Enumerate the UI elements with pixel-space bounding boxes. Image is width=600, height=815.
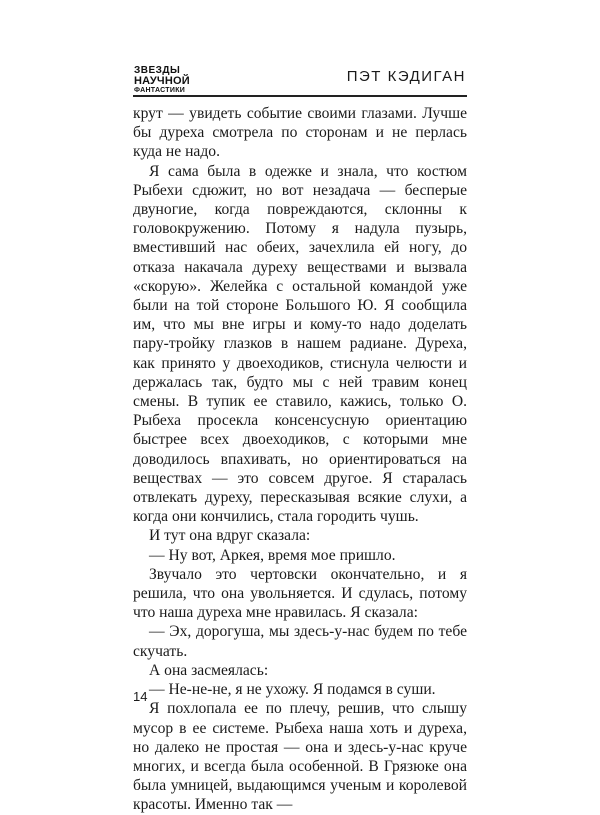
logo-line-2: НАУЧНОЙ bbox=[134, 75, 190, 87]
running-header-author: ПЭТ КЭДИГАН bbox=[346, 68, 466, 85]
header-rule bbox=[133, 95, 467, 97]
body-text bbox=[133, 104, 467, 815]
dialogue-line: — Ну вот, Аркея, время мое пришло. bbox=[149, 546, 396, 564]
dialogue-line: — Не-не-не, я не ухожу. Я подамся в суши. bbox=[149, 681, 436, 699]
paragraph: Звучало это чертовски окончательно, и я решила, что она увольняется. И сдулась, потому что наша дуреха мне нравилась. Я сказала: bbox=[133, 565, 467, 622]
paragraph: Я похлопала ее по плечу, решив, что слышу мусор в ее системе. Рыбеха наша хоть и дуреха, но далеко не простая — она и здесь-у-нас круче многих, и всегда была особенной. В Грязюке она была умницей, выдающимся ученым и королевой красоты. Именно так — bbox=[133, 700, 467, 814]
paragraph: Я сама была в одежке и знала, что костюм Рыбехи сдюжит, но вот незадача — бесперые двуногие, когда повреждаются, склонны к головокружению. Потому я надула пузырь, вместивший нас обеих, зачехлила ей ногу, до отказа накачала дуреху веществами и вызвала «скорую». Желейка с остальной командой уже были на той стороне Большого Ю. Я сообщила им, что мы вне игры и кому-то надо доделать пару-тройку глазков в нашем радиане. Дуреха, как принято у двоеходиков, стиснула челюсти и держалась так, будто мы с ней травим конец смены. В тупик ее ставило, кажись, только О. Рыбеха просекла консенсусную ориентацию быстрее всех двоеходиков, с которыми мне доводилось впахивать, но ориентироваться на веществах — это совсем другое. Я старалась отвлекать дуреху, пересказывая всякие слухи, а когда они кончились, стала городить чушь. bbox=[133, 162, 467, 526]
series-logo bbox=[134, 66, 228, 94]
paragraph: крут — увидеть событие своими глазами. Лучше бы дуреха смотрела по сторонам и не перлась куда не надо. bbox=[133, 105, 467, 161]
paragraph: И тут она вдруг сказала: bbox=[149, 527, 311, 545]
logo-line-3: ФАНТАСТИКИ bbox=[134, 87, 186, 94]
paragraph: А она засмеялась: bbox=[149, 661, 269, 679]
logo-line-1: ЗВЕЗДЫ bbox=[134, 65, 181, 76]
page-number: 14 bbox=[133, 689, 148, 704]
dialogue-line: — Эх, дорогуша, мы здесь-у-нас будем по тебе скучать. bbox=[133, 623, 467, 660]
